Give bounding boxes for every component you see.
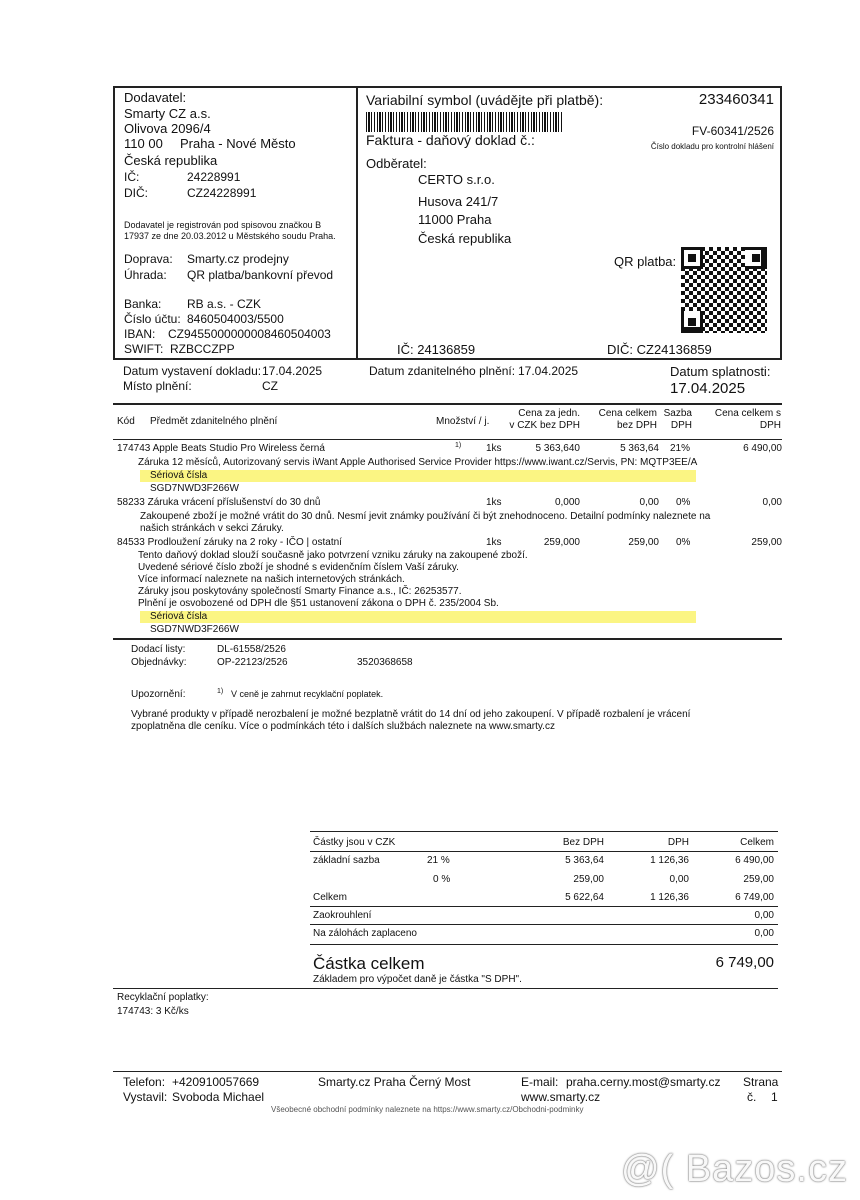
issue-date-label: Datum vystavení dokladu: — [123, 364, 262, 378]
footer-store: Smarty.cz Praha Černý Most — [318, 1075, 471, 1089]
payment-value: QR platba/bankovní převod — [187, 268, 334, 282]
supplier-zip: 110 00 — [124, 136, 163, 151]
due-date: 17.04.2025 — [670, 380, 746, 397]
col-total-vat-2: DPH — [759, 420, 781, 431]
item-line: 174743 Apple Beats Studio Pro Wireless černá — [117, 443, 325, 454]
footer-page-number: 1 — [771, 1090, 778, 1104]
item-unit-price: 0,000 — [554, 497, 580, 508]
item-total: 0,00 — [639, 497, 659, 508]
item-total-vat: 259,00 — [751, 537, 782, 548]
supplier-registration-2: 17937 ze dne 20.03.2012 u Městského soudu Praha. — [124, 231, 336, 241]
footer-phone-label: Telefon: — [123, 1075, 166, 1089]
summary-rate-1: 21 % — [427, 855, 450, 866]
item-line: 58233 Záruka vrácení příslušenství do 30 dnů — [117, 497, 321, 508]
payment-label: Úhrada: — [124, 268, 167, 282]
issue-date: 17.04.2025 — [262, 364, 323, 378]
summary-top-rule — [310, 831, 778, 832]
customer-street: Husova 241/7 — [418, 194, 499, 209]
footer-rule — [113, 1071, 782, 1072]
col-vat-1: Sazba — [663, 408, 692, 419]
col-total-1: Cena celkem — [598, 408, 657, 419]
item-description: našich stránkách v sekci Záruky. — [140, 523, 284, 534]
item-line: 84533 Prodloužení záruky na 2 roky - IČO | ostatní — [117, 537, 342, 548]
iban-value: CZ9455000000008460504003 — [168, 327, 331, 341]
footer-page-no-label: č. — [747, 1090, 757, 1104]
item-unit-price: 259,000 — [543, 537, 580, 548]
summary-rounding-rule — [310, 924, 778, 925]
summary-total-2: 259,00 — [743, 874, 774, 885]
rounding-label: Zaokrouhlení — [313, 910, 372, 921]
summary-col-net: Bez DPH — [562, 837, 604, 848]
document-title: Faktura - daňový doklad č.: — [366, 132, 535, 148]
advance-value: 0,00 — [754, 928, 774, 939]
col-unit-price-2: v CZK bez DPH — [509, 420, 580, 431]
item-footnote: 1) — [455, 442, 462, 449]
item-vat: 21% — [670, 443, 691, 454]
bank-value: RB a.s. - CZK — [187, 297, 262, 311]
customer-city: 11000 Praha — [418, 212, 492, 227]
item-total-vat: 6 490,00 — [743, 443, 782, 454]
summary-total-1: 6 490,00 — [735, 855, 774, 866]
item-description: Uvedené sériové číslo zboží je shodné s evidenčním číslem Vaší záruky. — [138, 562, 459, 573]
col-subject: Předmět zdanitelného plnění — [150, 416, 278, 427]
summary-sum-vat: 1 126,36 — [650, 892, 689, 903]
table-header-rule — [113, 439, 782, 440]
header-divider — [356, 86, 358, 360]
customer-country: Česká republika — [418, 231, 512, 246]
serial-highlight — [140, 611, 696, 623]
item-unit-price: 5 363,640 — [535, 443, 580, 454]
item-qty: 1ks — [486, 443, 502, 454]
delivery-label: Dodací listy: — [131, 644, 186, 655]
dates-bottom-rule — [113, 403, 782, 405]
order-number: 3520368658 — [357, 657, 413, 668]
footer-page-label: Strana — [743, 1075, 779, 1089]
variable-symbol: 233460341 — [698, 91, 774, 108]
account-label: Číslo účtu: — [124, 312, 181, 326]
customer-dic: DIČ: CZ24136859 — [607, 342, 712, 357]
customer-ic: IČ: 24136859 — [397, 342, 476, 357]
customer-name: CERTO s.r.o. — [418, 172, 495, 187]
grand-total-value: 6 749,00 — [715, 954, 774, 971]
serial-label: Sériová čísla — [150, 611, 208, 622]
item-description: Plnění je osvobozené od DPH dle §51 ustanovení zákona o DPH č. 235/2004 Sb. — [138, 598, 499, 609]
account-value: 8460504003/5500 — [187, 312, 284, 326]
footer-terms: Všeobecné obchodní podmínky naleznete na https://www.smarty.cz/Obchodni-podminky — [271, 1105, 584, 1114]
serial-number: SGD7NWD3F266W — [150, 624, 239, 635]
footer-web: www.smarty.cz — [521, 1090, 601, 1104]
grand-total-label: Částka celkem — [313, 954, 425, 973]
summary-bottom-rule — [113, 988, 778, 989]
variable-symbol-label: Variabilní symbol (uvádějte při platbě): — [366, 92, 604, 108]
supplier-ic: 24228991 — [187, 170, 241, 184]
delivery-value: DL-61558/2526 — [217, 644, 286, 655]
serial-label: Sériová čísla — [150, 470, 208, 481]
swift-label: SWIFT: — [124, 342, 164, 356]
summary-vat-1: 1 126,36 — [650, 855, 689, 866]
footer-issuer: Svoboda Michael — [172, 1090, 265, 1104]
item-description: Záruka 12 měsíců, Autorizovaný servis iWant Apple Authorised Service Provider https://www.iwant.cz/Servis, PN: MQTP3EE/A — [138, 457, 698, 468]
due-date-label: Datum splatnosti: — [670, 364, 771, 379]
supplier-label: Dodavatel: — [124, 90, 187, 105]
footer-issuer-label: Vystavil: — [123, 1090, 168, 1104]
col-total-vat-1: Cena celkem s — [714, 408, 781, 419]
shipping-value: Smarty.cz prodejny — [187, 252, 289, 266]
serial-highlight — [140, 470, 696, 482]
shipping-label: Doprava: — [124, 252, 173, 266]
summary-base-label: základní sazba — [313, 855, 380, 866]
notice-paragraph-1: Vybrané produkty v případě nerozbalení je možné bezplatně vrátit do 14 dní od jeho zakoupení. V případě rozbalení je vrácení — [131, 709, 691, 720]
barcode-image — [366, 112, 564, 132]
summary-header-rule — [310, 851, 778, 852]
qr-code-image — [681, 247, 767, 333]
notice-footnote: 1) — [217, 688, 224, 695]
document-number-note: Číslo dokladu pro kontrolní hlášení — [650, 142, 774, 151]
item-description: Více informací naleznete na našich internetových stránkách. — [138, 574, 405, 585]
item-vat: 0% — [676, 497, 691, 508]
item-description: Záruky jsou poskytovány společností Smarty Finance a.s., IČ: 26253577. — [138, 586, 462, 597]
supplier-dic: CZ24228991 — [187, 186, 257, 200]
footer-phone: +420910057669 — [172, 1075, 260, 1089]
notice-label: Upozornění: — [131, 689, 186, 700]
supplier-registration-1: Dodavatel je registrován pod spisovou značkou B — [124, 220, 322, 230]
supplier-city: Praha - Nové Město — [180, 136, 296, 151]
item-total-vat: 0,00 — [762, 497, 782, 508]
col-code: Kód — [117, 416, 135, 427]
summary-currency-note: Částky jsou v CZK — [313, 837, 396, 848]
serial-number: SGD7NWD3F266W — [150, 483, 239, 494]
summary-col-total: Celkem — [740, 837, 774, 848]
summary-sum-label: Celkem — [313, 892, 347, 903]
summary-net-2: 259,00 — [573, 874, 604, 885]
col-qty: Množství / j. — [436, 416, 490, 427]
recycling-value: 174743: 3 Kč/ks — [117, 1006, 189, 1017]
orders-value: OP-22123/2526 — [217, 657, 288, 668]
summary-rate-2: 0 % — [433, 874, 451, 885]
col-total-2: bez DPH — [616, 420, 657, 431]
swift-value: RZBCCZPP — [170, 342, 235, 356]
footer-email-label: E-mail: — [521, 1075, 559, 1089]
orders-label: Objednávky: — [131, 657, 187, 668]
watermark-logo: @( Bazos.cz — [621, 1148, 848, 1190]
item-total: 5 363,64 — [620, 443, 659, 454]
recycling-label: Recyklační poplatky: — [117, 992, 209, 1003]
taxable-date: 17.04.2025 — [518, 364, 579, 378]
summary-sum-net: 5 622,64 — [565, 892, 604, 903]
col-unit-price-1: Cena za jedn. — [518, 408, 580, 419]
summary-col-vat: DPH — [667, 837, 689, 848]
item-total: 259,00 — [628, 537, 659, 548]
item-vat: 0% — [676, 537, 691, 548]
grand-total-note: Základem pro výpočet daně je částka "S DPH". — [313, 974, 522, 985]
place-value: CZ — [262, 379, 278, 393]
item-description: Tento daňový doklad slouží současně jako potvrzení vzniku záruky na zakoupené zboží. — [138, 550, 528, 561]
advance-label: Na zálohách zaplaceno — [313, 928, 417, 939]
rounding-value: 0,00 — [754, 910, 774, 921]
table-bottom-rule — [113, 638, 782, 640]
supplier-dic-label: DIČ: — [124, 186, 148, 200]
summary-sum-rule — [310, 906, 778, 907]
supplier-street: Olivova 2096/4 — [124, 121, 211, 136]
summary-advance-rule — [310, 944, 778, 945]
item-qty: 1ks — [486, 537, 502, 548]
document-number: FV-60341/2526 — [691, 124, 774, 138]
taxable-date-label: Datum zdanitelného plnění: — [369, 364, 516, 378]
item-description: Zakoupené zboží je možné vrátit do 30 dnů. Nesmí jevit známky používání či být znehodnoceno. Detailní podmínky naleznete na — [140, 511, 711, 522]
summary-net-1: 5 363,64 — [565, 855, 604, 866]
footer-email: praha.cerny.most@smarty.cz — [566, 1075, 721, 1089]
bank-label: Banka: — [124, 297, 162, 311]
notice-paragraph-2: zpoplatněna dle ceníku. Více o podmínkách této i dalších službách naleznete na www.smarty.cz — [131, 721, 555, 732]
iban-label: IBAN: — [124, 327, 156, 341]
customer-label: Odběratel: — [366, 156, 427, 171]
summary-vat-2: 0,00 — [669, 874, 689, 885]
summary-sum-total: 6 749,00 — [735, 892, 774, 903]
supplier-name: Smarty CZ a.s. — [124, 106, 211, 121]
supplier-country: Česká republika — [124, 153, 218, 168]
place-label: Místo plnění: — [123, 379, 192, 393]
notice-text: V ceně je zahrnut recyklační poplatek. — [231, 689, 384, 699]
col-vat-2: DPH — [670, 420, 692, 431]
supplier-ic-label: IČ: — [124, 170, 140, 184]
qr-label: QR platba: — [614, 254, 677, 269]
item-qty: 1ks — [486, 497, 502, 508]
